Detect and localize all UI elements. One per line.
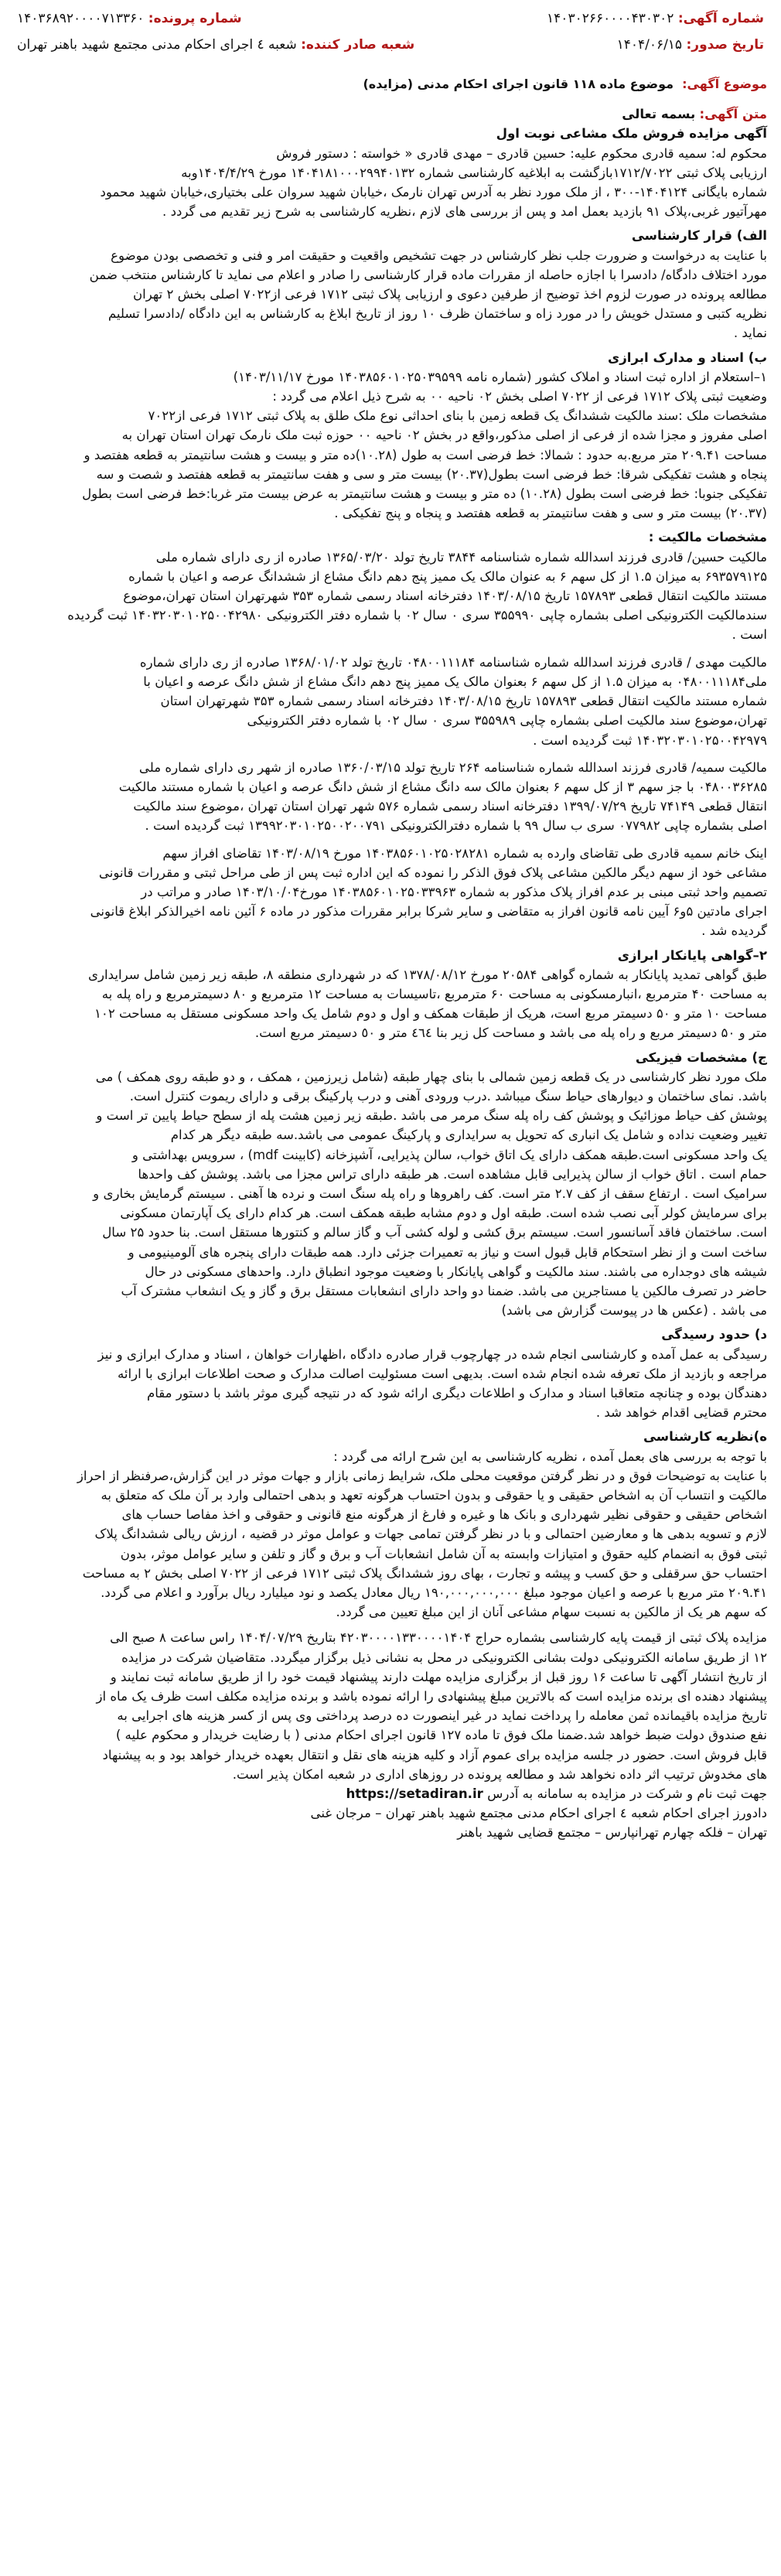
owners-line: ملی۰۴۸۰۰۱۱۱۸۴ به میزان ۱.۵ از کل سهم ۶ بعنوان مالک یک ممیز پنج دهم دانگ مشاع از شش دانگ عرصه و اعیان با: [143, 674, 767, 689]
issue-date-label: تاریخ صدور:: [686, 37, 764, 53]
intro-line: محکوم له: سمیه قادری محکوم علیه: حسین قادری – مهدی قادری « خواسته : دستور فروش: [276, 145, 767, 161]
section-j-line: حمام است . اتاق خواب از سالن پذیرایی قابل مشاهده است. هر طبقه دارای تراس مجزا می باشد. پوشش کف واحدها: [138, 1166, 767, 1182]
section-h-line: اشخاص حقیقی و حقوقی نظیر شهرداری و بانک ها و غیره و فارغ از هرگونه منع قانونی و حقوقی و اخذ مفاصا حساب های: [121, 1507, 767, 1523]
section-j-line: تغییر وضعیت نداده و شامل یک انباری که تحویل به سرایداری و پارکینگ عمومی می باشد.سه طبقه دیگر هر کدام: [170, 1128, 767, 1143]
owners-line: مشاعی خود از سهم دیگر مالکین مشاعی پلاک فوق الذکر را نموده که این اداره ثبت پس از طی مراحل ثبتی و مقررات قانونی: [98, 865, 767, 880]
owners-line: تصمیم واحد ثبتی مبنی بر عدم افراز پلاک مذکور به شماره ۱۴۰۳۸۵۶۰۱۰۲۵۰۳۳۹۶۳ مورخ۱۴۰۳/۱۰/۰۴ صادر و مراتب در: [141, 884, 767, 899]
section-d-line: دهندگان بوده و چنانچه متعاقبا اسناد و مدارک و اطلاعات دیگری ارائه شود که در نتیجه گیری موثر باشد با دستور مقام: [146, 1386, 767, 1401]
section-a-line: مطالعه پرونده در صورت لزوم اخذ توضیح از طرفین دعوی و ارزیابی پلاک ثبتی ۱۷۱۲ فرعی از۷۰۲۲ اصلی بخش ۲ تهران: [132, 287, 767, 302]
section-b-line: مشخصات ملک :سند مالکیت ششدانگ یک قطعه زمین با بنای احداثی نوع ملک طلق به پلاک ثبتی ۱۷۱۲ فرعی از۷۰۲۲: [148, 408, 767, 424]
section-h-line: ۲۰۹.۴۱ متر مربع با عرصه و اعیان موجود مبلغ ۱۹۰,۰۰۰,۰۰۰,۰۰۰ ریال معادل یکصد و نود میلیارد ریال برآورد و اعلام می گردد.: [101, 1585, 767, 1601]
auction-line: نفع صندوق دولت ضبط خواهد شد.ضمنا ملک فوق تا ماده ۱۲۷ قانون اجرای احکام مدنی ( با رضایت خریدار و محکوم علیه ): [115, 1728, 767, 1743]
section-d-line: محترم قضایی اقدام خواهد شد .: [595, 1405, 767, 1421]
section-h-title: ه)نظریه کارشناسی: [643, 1429, 767, 1445]
website-line: [14, 1784, 767, 1803]
section-b-title: ب) اسناد و مدارک ابرازی: [608, 350, 767, 365]
ad-text-header: [11, 104, 770, 143]
section-2-line: به مساحت ۴۰ مترمربع ،انبارمسکونی به مساحت ۶۰ مترمربع ،تاسیسات به مساحت ۱۲ مترمربع و ۸۰ دسیمترمربع و راه پله به: [101, 986, 767, 1001]
footer-line: دادورز اجرای احکام شعبه ٤ اجرای احکام مدنی مجتمع شهید باهنر تهران – مرجان غنی: [310, 1806, 767, 1821]
section-d-line: مراجعه و بازدید از ملک تعرفه شده انجام شده است. بدیهی است مسئولیت اصالت مدارک و صحت اطلاعات ابرازی با ارائه: [117, 1366, 767, 1381]
intro-line: مهرآتیور غربی،پلاک ۹۱ بازدید بعمل امد و پس از بررسی های لازم ،نظریه کارشناسی به شرح زیر تقدیم می گردد .: [162, 204, 767, 220]
owners-line: ۱۴۰۳۲۰۳۰۱۰۲۵۰۰۴۲۹۷۹ ثبت گردیده است .: [533, 732, 767, 748]
auction-line: تاریخ مزایده باقیمانده ثمن معامله را پرداخت نماید در غیر اینصورت ده درصد پرداختی وی پس از کسر هزینه های اجرایی به: [117, 1708, 767, 1724]
owners-line: گردیده شد .: [701, 923, 767, 939]
section-b-line: تفکیکی جنوبا: خط فرضی است بطول (۱۰.۲۸) ده متر و بیست و هشت سانتیمتر به عرض بیست متر غربا:خط فرضی است بطول: [82, 486, 767, 502]
section-a-line: نماید .: [733, 326, 767, 341]
owners-line: [14, 750, 767, 758]
owners-line: مستند مالکیت انتقال قطعی ۱۵۷۸۹۳ تاریخ ۱۴۰۳/۰۸/۱۵ دفترخانه اسناد رسمی شماره ۳۵۳ شهرتهران استان تهران،موضوع: [123, 589, 767, 604]
auction-line: از تاریخ انتشار آگهی تا ساعت ۱۶ روز قبل از برگزاری مزایده مهلت دارند پیشنهاد قیمت خود را از طریق سامانه ثبت نمایند و: [110, 1669, 767, 1684]
section-h-line: که سهم هر یک از مالکین به نسبت سهام مشاعی آنان از این مبلغ تعیین می گردد.: [336, 1605, 767, 1620]
case-number-label: شماره پرونده:: [148, 11, 242, 26]
section-2-line: مساحت ۱۰ متر و ۵۰ دسیمتر مربع است، هریک از طبقات همکف و اول و دوم شامل یک واحد مسکونی مستقل به مساحت ۱۰۲: [94, 1006, 767, 1022]
section-j-line: می باشد . (عکس ها در پیوست گزارش می باشد): [501, 1303, 767, 1319]
owners-line: سندمالکیت الکترونیکی اصلی بشماره چاپی ۳۵۵۹۹۰ سری ۰ سال ۰۲ با شماره دفتر الکترونیکی ۱۴۰۳۲۰۳۰۱۰۲۵۰۰۴۲۹۸۰ ثبت گردیده: [67, 608, 767, 623]
intro-line: ارزیابی پلاک ثبتی ۱۷۱۲/۷۰۲۲بازگشت به ابلاغیه کارشناسی شماره ۱۴۰۴۱۸۱۰۰۰۲۹۹۴۰۱۳۲ مورخ ۱۴۰۴/۴/۲۹وبه: [181, 165, 767, 180]
owners-line: اصلی بشماره چاپی ۰۷۷۹۸۲ سری ب سال ۹۹ با شماره دفترالکترونیکی ۱۳۹۹۲۰۳۰۱۰۲۵۰۰۲۰۰۷۹۱ ثبت گردیده است .: [145, 818, 767, 834]
section-2-title: ۲–گواهی پایانکار ابرازی: [617, 947, 767, 963]
issuer-label: شعبه صادر کننده:: [301, 37, 415, 53]
section-b-line: مساحت ۲۰۹.۴۱ متر مربع.به حدود : شمالا: خط فرضی است به طول (۱۰.۲۸)ده متر و بیست و هشت سانتیمتر به قطعه هفتصد و: [84, 447, 767, 462]
section-j-line: است. ساختمان فاقد آسانسور است. سیستم برق کشی و لوله کشی آب و گاز سالم و کنتورها مستقل است. بنا حدود ۲۵ سال: [102, 1225, 767, 1240]
website-link[interactable]: https://setadiran.ir: [346, 1786, 483, 1802]
section-h-line: با توجه به بررسی های بعمل آمده ، نظریه کارشناسی به این شرح ارائه می گردد :: [333, 1448, 767, 1464]
section-2-line: متر و ۵۰ دسیمتر مربع و راه پله می باشد و مساحت کل زیر بنا ٤٦٤ متر و ٥٠ دسیمتر مربع است.: [254, 1025, 767, 1041]
issuer: [17, 37, 414, 53]
case-number-value: ۱۴۰۳۶۸۹۲۰۰۰۰۷۱۳۳۶۰: [17, 11, 145, 26]
owners-line: ۰۴۸۰۰۳۶۲۸۵ با جز سهم ۳ از کل سهم ۶ بعنوان مالک سه دانگ مشاع از شش دانگ عرصه و اعیان با شماره مستند مالکیت: [118, 779, 767, 794]
ad-title: آگهی مزایده فروش ملک مشاعی نوبت اول: [496, 126, 767, 142]
auction-line: پیشنهاد دهنده ای برنده مزایده است که بالاترین مبلغ پیشنهادی را ارائه نموده باشد و برنده مزایده مکلف است ظرف یک ماه از: [96, 1689, 767, 1704]
owners-line: مالکیت مهدی / قادری فرزند اسدالله شماره شناسنامه ۰۴۸۰۰۱۱۱۸۴ تاریخ تولد ۱۳۶۸/۰۱/۰۲ صادره از ری دارای شماره: [139, 654, 767, 670]
subject-label: موضوع آگهی:: [682, 77, 767, 91]
ad-number: [547, 11, 764, 26]
section-j-line: پوشش کف حیاط موزائیک و پوشش کف راه پله سنگ مرمر می باشد .طبقه زیر زمین هشت پله از سطح حیاط پایین تر است و: [96, 1108, 767, 1124]
intro-line: شماره بایگانی ۱۴۰۴۱۲۴-۳۰۰ ، از ملک مورد نظر به آدرس تهران نارمک ،خیابان شهید سروان علی بختیاری،خیابان شهید محمود: [100, 185, 767, 200]
owners-line: تهران،موضوع سند مالکیت اصلی بشماره چاپی ۳۵۵۹۸۹ سری ۰ سال ۰۲ با شماره دفتر الکترونیکی: [247, 713, 767, 728]
section-d-line: رسیدگی به عمل آمده و کارشناسی انجام شده در چهارچوب قرار صادره دادگاه ،اظهارات خواهان ، اسناد و مدارک ابرازی و نیز: [97, 1346, 767, 1362]
owners-line: اینک خانم سمیه قادری طی تقاضای وارده به شماره ۱۴۰۳۸۵۶۰۱۰۲۵۰۲۸۲۸۱ مورخ ۱۴۰۳/۰۸/۱۹ تقاضای افراز سهم: [162, 845, 767, 861]
section-j-line: حاضر در تصرف مالکین یا مستاجرین می باشد. ضمنا دو واحد دارای انشعابات مستقل برق و گاز و یک انشعاب مشترک آب: [121, 1283, 767, 1298]
section-h-line: ثبتی فوق به انضمام کلیه حقوق و امتیازات وابسته به آن شامل انشعابات آب و برق و گاز و تلفن و سایر عوامل موثر، بدون: [120, 1546, 767, 1561]
section-b-line: اصلی مفروز و مجزا شده از فرعی از اصلی مذکور،واقع در بخش ۰۲ ناحیه ۰۰ حوزه ثبت ملک نارمک تهران استان تهران به: [121, 428, 767, 443]
footer-line: تهران – فلکه چهارم تهرانپارس – مجتمع قضایی شهید باهنر: [457, 1825, 767, 1841]
section-j-line: ساخت است و از نظر استحکام قابل قبول است و نیاز به تعمیرات جزئی دارد. همه طبقات دارای پنجره های آلومینیومی و: [128, 1244, 767, 1260]
section-a-line: نظریه کتبی و مستدل خویش را در مورد زاه و ساختمان ظرف ۱۰ روز از تاریخ ابلاغ به کارشناس به این دادگاه /دادسرا تسلیم: [107, 306, 767, 322]
ad-header: [11, 6, 770, 71]
section-h-line: با عنایت به توضیحات فوق و در نظر گرفتن موقعیت محلی ملک، شرایط زمانی بازار و جهات موثر در این گزارش،صرفنظر از احراز: [77, 1468, 767, 1483]
section-b-line: ۱–استعلام از اداره ثبت اسناد و املاک کشور (شماره نامه ۱۴۰۳۸۵۶۰۱۰۲۵۰۳۹۵۹۹ مورخ ۱۴۰۳/۱۱/۱۷): [233, 369, 767, 384]
section-j-line: سرامیک است . ارتفاع سقف از کف ۲.۷ متر است. کف راهروها و راه پله سنگ است و نرده ها آهنی . سیستم گرمایش بخاری و: [93, 1186, 767, 1201]
ad-body: [11, 144, 770, 1843]
issuer-value: شعبه ٤ اجرای احکام مدنی مجتمع شهید باهنر تهران: [17, 37, 297, 53]
section-d-title: د) حدود رسیدگی: [661, 1327, 767, 1343]
owners-title: مشخصات مالکیت :: [648, 530, 767, 545]
section-b-line: پنجاه و هشت تفکیکی شرقا: خط فرضی است بطول(۲۰.۳۷) بیست متر و سی و هفت سانتیمتر به قطعه هفتصد و شصت و سه: [96, 466, 767, 482]
owners-line: [14, 645, 767, 653]
section-a-line: با عنایت به درخواست و ضرورت جلب نظر کارشناس در جهت تشخیص واقعیت و حقیقت امر و فنی و تخصصی بودن موضوع: [111, 247, 767, 263]
section-h-line: مالکیت و انتساب آن به اشخاص حقیقی و یا حقوقی و بدون احتساب هرگونه تعهد و بدهی احتمالی وارد بر آن ملک که متعلق به: [101, 1488, 767, 1503]
section-j-line: برای سرمایش کولر آبی نصب شده است. طبقه اول و دوم مشابه طبقه همکف است. هر کدام دارای یک آپارتمان مسکونی: [120, 1206, 767, 1221]
section-j-line: ملک مورد نظر کارشناسی در یک قطعه زمین شمالی با بنای چهار طبقه (شامل زیرزمین ، همکف ، و دو طبقه روی همکف ) می: [95, 1069, 767, 1084]
section-h-line: لازم و تسویه بدهی ها و معارضین احتمالی و با در نظر گرفتن تمامی جهات و عوامل موثر در قضیه ، ارزش ریالی ششدانگ پلاک: [94, 1527, 767, 1542]
section-h-line: احتساب حق سرقفلی و حق کسب و پیشه و تجارت ، بهای روز ششدانگ پلاک ثبتی ۱۷۱۲ فرعی از ۷۰۲۲ اصلی بخش ۲ به مساحت: [82, 1565, 767, 1581]
section-j-line: شیشه های دوجداره می باشند. سند مالکیت و گواهی پایانکار با وضعیت موجود انطباق دارد. واحدهای مسکونی در حال: [145, 1264, 767, 1279]
owners-line: است .: [732, 627, 767, 643]
section-a-title: الف) قرار کارشناسی: [631, 228, 767, 244]
owners-line: مالکیت حسین/ قادری فرزند اسدالله شماره شناسنامه ۳۸۴۴ تاریخ تولد ۱۳۶۵/۰۳/۲۰ صادره از ری دارای شماره ملی: [155, 549, 767, 565]
owners-line: مالکیت سمیه/ قادری فرزند اسدالله شماره شناسنامه ۲۶۴ تاریخ تولد ۱۳۶۰/۰۳/۱۵ صادره از شهر ری دارای شماره ملی: [138, 759, 767, 775]
section-a-line: مورد اختلاف دادگاه/ دادسرا با اجازه حاصله از مقررات ماده قرار کارشناسی را صادر و اعلام می نماید تا کارشناس منتخب ضمن: [89, 267, 767, 282]
auction-line: مزایده پلاک ثبتی از قیمت پایه کارشناسی بشماره حراج ۴۲۰۳۰۰۰۰۱۳۳۰۰۰۰۱۴۰۴ بتاریخ ۱۴۰۴/۰۷/۲۹ راس ساعت ۸ صبح الی: [110, 1630, 767, 1646]
section-b-line: (۲۰.۳۷) بیست متر و سی و هفت سانتیمتر به قطعه هفتصد و پنجاه و پنج تفکیکی .: [334, 506, 767, 521]
ad-text-label: متن آگهی:: [699, 107, 767, 122]
title-basmala: بسمه تعالی: [622, 107, 696, 122]
owners-line: شماره مستند مالکیت انتقال قطعی ۱۵۷۸۹۳ تاریخ ۱۴۰۳/۰۸/۱۵ دفترخانه اسناد رسمی شماره ۳۵۳ شهرتهران استان: [160, 694, 767, 709]
auction-line: قابل فروش است. حضور در جلسه مزایده برای عموم آزاد و کلیه هزینه های نقل و انتقال بعهده خریدار خواهد بود و به پیشنهاد: [102, 1747, 767, 1762]
ad-number-label: شماره آگهی:: [677, 11, 764, 26]
section-b-line: وضعیت ثبتی پلاک ۱۷۱۲ فرعی از ۷۰۲۲ اصلی بخش ۰۲ ناحیه ۰۰ به شرح ذیل اعلام می گردد :: [272, 389, 767, 404]
case-number: [17, 11, 242, 26]
issue-date-value: ۱۴۰۴/۰۶/۱۵: [616, 37, 683, 53]
owners-line: اجرای مادتین ۵و۶ آیین نامه قانون افراز به متقاضی و سایر شرکا برابر مقررات مذکور در ماده ۶ آئین نامه اخیرالذکر ابلاغ قانونی: [90, 904, 767, 920]
subject-text: موضوع ماده ۱۱۸ قانون اجرای احکام مدنی (مزایده): [363, 77, 674, 91]
issue-date: [617, 37, 764, 53]
website-label: جهت ثبت نام و شرکت در مزایده به سامانه به آدرس: [487, 1786, 767, 1802]
section-2-line: طبق گواهی تمدید پایانکار به شماره گواهی ۲۰۵۸۴ مورخ ۱۳۷۸/۰۸/۱۲ که در شهرداری منطقه ۸، طبقه زیر زمین شامل سرایداری: [88, 967, 767, 982]
ad-number-value: ۱۴۰۳۰۲۶۶۰۰۰۰۴۳۰۳۰۲: [547, 11, 674, 26]
section-j-title: ج) مشخصات فیزیکی: [635, 1049, 767, 1065]
auction-line: های مخدوش ترتیب اثر داده نخواهد شد و مطالعه پرونده در روزهای اداری در شعبه امکان پذیر است.: [232, 1766, 767, 1782]
section-j-line: یک واحد مسکونی است.طبقه همکف دارای یک اتاق خواب، سالن پذیرایی، آشپزخانه (کابینت mdf) ، سرویس بهداشتی و: [131, 1147, 767, 1162]
owners-line: [14, 836, 767, 844]
owners-line: انتقال قطعی ۷۴۱۴۹ تاریخ ۱۳۹۹/۰۷/۲۹ دفترخانه اسناد رسمی شماره ۵۷۶ شهر تهران استان تهران ،موضوع سند مالکیت: [133, 799, 767, 814]
auction-line: ۱۲ از طریق سامانه الکترونیکی دولت بشانی الکترونیکی در محل به نشانی ذیل برگزار میگردد. متقاضیان شرکت در مزایده: [121, 1650, 767, 1665]
ad-subject: [11, 74, 770, 94]
section-j-line: باشد. نمای ساختمان و دیوارهای حیاط سنگ میباشد .درب ورودی آهنی و درب پارکینگ برقی و دارای ریموت کنترل است.: [129, 1088, 767, 1104]
owners-line: ۶۹۳۵۷۹۱۲۵ به میزان ۱.۵ از کل سهم ۶ به عنوان مالک یک ممیز پنج دهم دانگ مشاع از ششدانگ عرصه و اعیان با شماره: [128, 568, 767, 584]
